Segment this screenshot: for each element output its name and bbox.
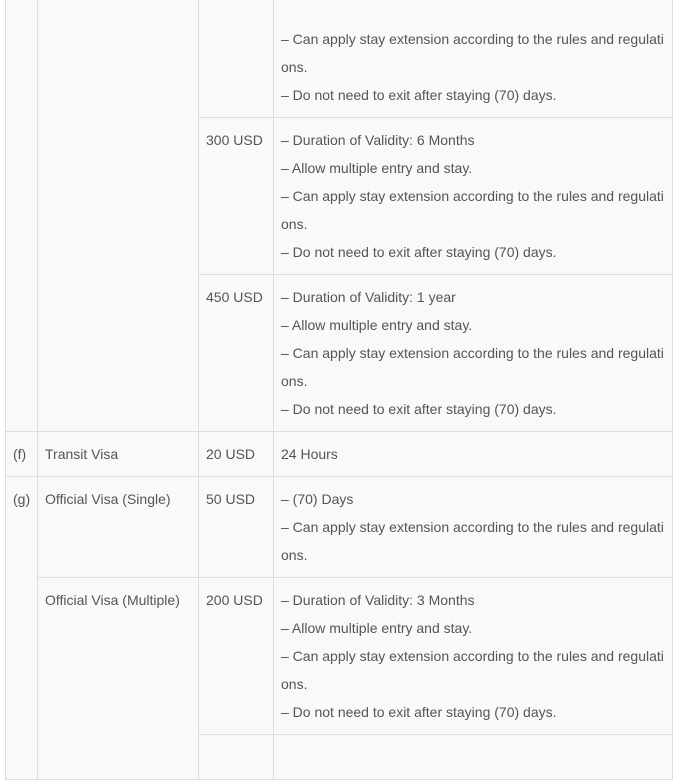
price-text: 50 USD <box>206 491 256 507</box>
detail-line: – Can apply stay extension according to the rules and regulations. <box>281 31 664 75</box>
detail-line: – Duration of Validity: 3 Months <box>281 592 475 608</box>
price-cell <box>199 477 274 578</box>
row-letter-cell <box>6 477 38 780</box>
detail-line: – Can apply stay extension according to the rules and regulations. <box>281 345 664 389</box>
detail-line: – Do not need to exit after staying (70) days. <box>281 87 557 103</box>
detail-line <box>281 0 665 25</box>
row-letter: (g) <box>13 491 31 507</box>
price-cell <box>199 118 274 275</box>
visa-type-text: Transit Visa <box>45 446 119 462</box>
detail-line: – Do not need to exit after staying (70) days. <box>281 704 557 720</box>
details-cell <box>274 118 673 275</box>
visa-type-text: Official Visa (Multiple) <box>45 592 180 608</box>
details-cell <box>274 0 673 118</box>
details-cell <box>274 735 673 780</box>
detail-line: – Duration of Validity: 6 Months <box>281 132 475 148</box>
details-cell <box>274 578 673 735</box>
details-cell <box>274 477 673 578</box>
price-cell <box>199 578 274 735</box>
visa-fee-table <box>5 0 673 780</box>
details-cell <box>274 432 673 477</box>
detail-line: – Can apply stay extension according to the rules and regulations. <box>281 188 664 232</box>
detail-line: – Do not need to exit after staying (70) days. <box>281 401 557 417</box>
detail-line: 24 Hours <box>281 446 338 462</box>
table-row <box>6 0 673 118</box>
price-cell <box>199 432 274 477</box>
detail-line: – Allow multiple entry and stay. <box>281 160 473 176</box>
detail-line: – Do not need to exit after staying (70) days. <box>281 244 557 260</box>
price-cell <box>199 735 274 780</box>
visa-type-cell <box>38 477 199 578</box>
detail-line: – Duration of Validity: 1 year <box>281 289 456 305</box>
visa-type-text: Official Visa (Single) <box>45 491 171 507</box>
visa-type-cell <box>38 578 199 780</box>
details-cell <box>274 275 673 432</box>
price-text: 200 USD <box>206 592 263 608</box>
row-letter-cell <box>6 432 38 477</box>
price-text: 20 USD <box>206 446 256 462</box>
detail-line: – Allow multiple entry and stay. <box>281 620 473 636</box>
table-row <box>6 578 673 735</box>
table-row <box>6 477 673 578</box>
price-cell <box>199 0 274 118</box>
detail-line: – Can apply stay extension according to the rules and regulations. <box>281 648 664 692</box>
price-text: 450 USD <box>206 289 263 305</box>
detail-line: – Allow multiple entry and stay. <box>281 317 473 333</box>
row-letter: (f) <box>13 446 27 462</box>
table-row <box>6 432 673 477</box>
price-cell <box>199 275 274 432</box>
row-letter-cell <box>6 0 38 432</box>
visa-type-cell <box>38 432 199 477</box>
detail-line: – Can apply stay extension according to the rules and regulations. <box>281 519 664 563</box>
detail-line: – (70) Days <box>281 491 354 507</box>
price-text: 300 USD <box>206 132 263 148</box>
visa-type-cell <box>38 0 199 432</box>
